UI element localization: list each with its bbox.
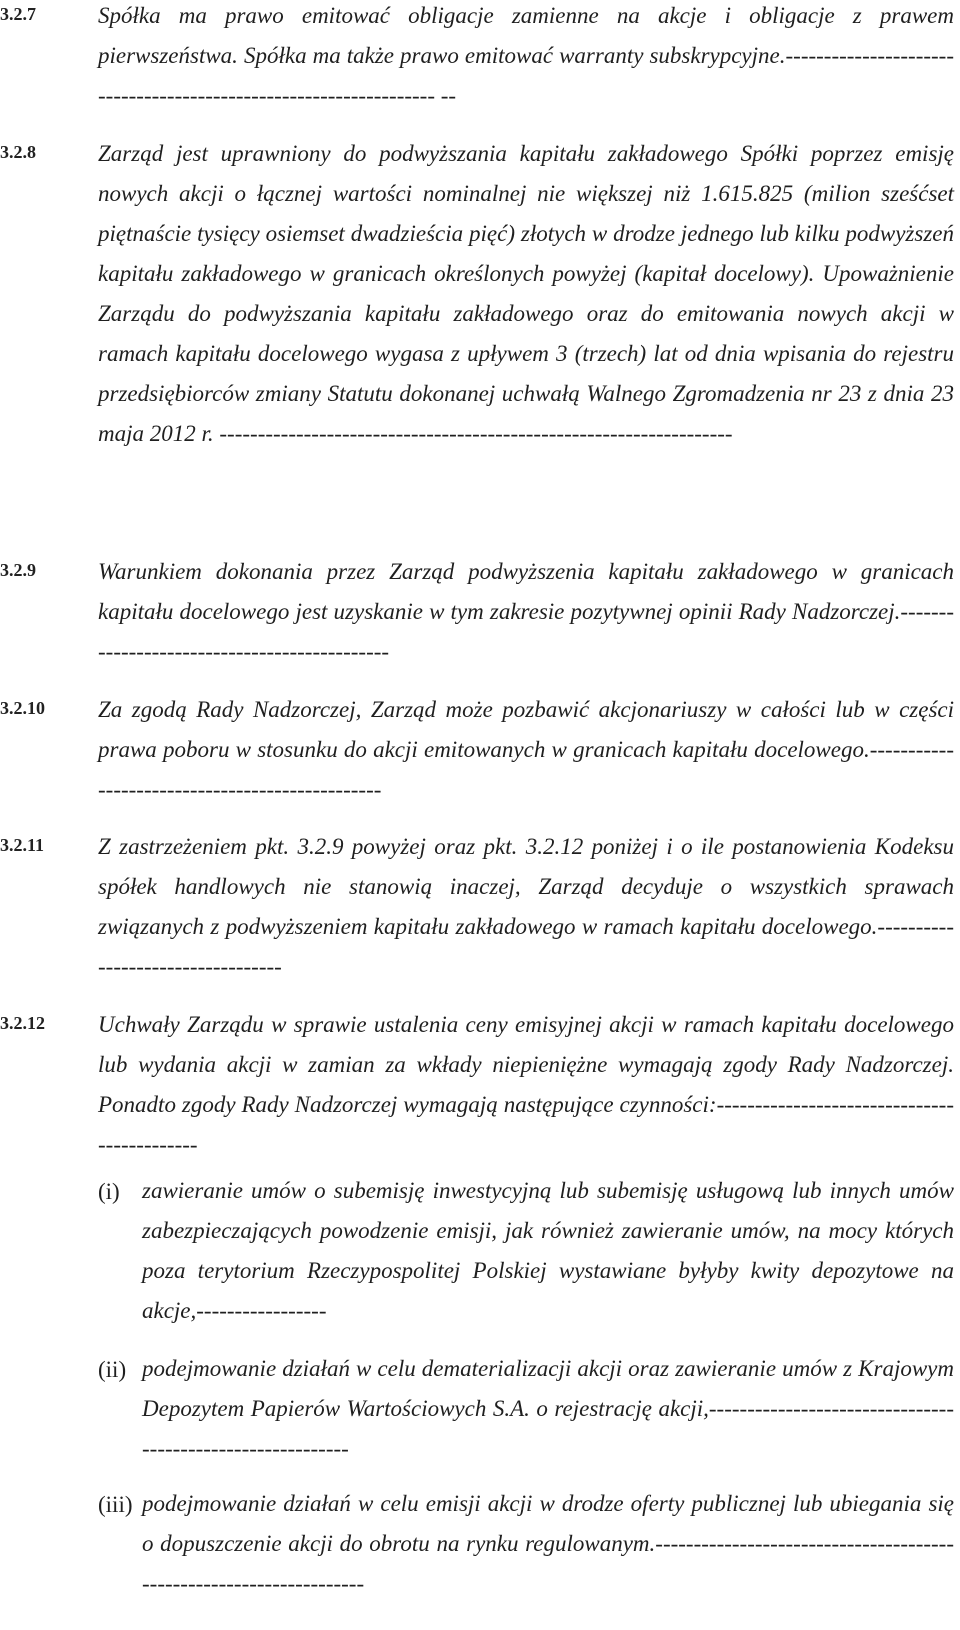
section-text: Zarząd jest uprawniony do podwyższania kapitału zakładowego Spółki poprzez emisję nowych akcji o łącznej wartości nominalnej nie większej niż 1.615.825 (milion sześćset piętnaście tysięcy osiemset dwadzieścia pięć) złotych w drodze jednego lub kilku podwyższeń kapitału zakładowego w granicach określonych powyżej (kapitał docelowy). Upoważnienie Zarządu do podwyższania kapitału zakładowego oraz do emitowania nowych akcji w ramach kapitału docelowego wygasa z upływem 3 (trzech) lat od dnia wpisania do rejestru przedsiębiorców zmiany Statutu dokonanej uchwałą Walnego Zgromadzenia nr 23 z dnia 23 maja 2012 r. ------------------------------------------------------------------- <box>98 141 954 446</box>
section-number: 3.2.10 <box>0 698 45 718</box>
section-number: 3.2.11 <box>0 835 45 855</box>
section-number: 3.2.9 <box>0 560 36 580</box>
subitem-text: podejmowanie działań w celu dematerializacji akcji oraz zawieranie umów z Krajowym Depozytem Papierów Wartościowych S.A. o rejestrację akcji,----------------------------------------------------------- <box>142 1356 954 1461</box>
subitem-label: (ii) <box>98 1357 127 1382</box>
section-text: Warunkiem dokonania przez Zarząd podwyższenia kapitału zakładowego w granicach kapitału docelowego jest uzyskanie w tym zakresie pozytywnej opinii Rady Nadzorczej.--------------------------------------------- <box>98 559 954 664</box>
section-text: Za zgodą Rady Nadzorczej, Zarząd może pozbawić akcjonariuszy w całości lub w części prawa poboru w stosunku do akcji emitowanych w granicach kapitału docelowego.------------------------------------------------ <box>98 697 954 802</box>
subitem-text: zawieranie umów o subemisję inwestycyjną lub subemisję usługową lub innych umów zabezpieczających powodzenie emisji, jak również zawieranie umów, na mocy których poza terytorium Rzeczypospolitej Polskiej wystawiane byłyby kwity depozytowe na akcje,----------------- <box>142 1178 954 1323</box>
section-number: 3.2.7 <box>0 4 36 24</box>
section-number: 3.2.8 <box>0 142 36 162</box>
section-number: 3.2.12 <box>0 1013 45 1033</box>
section-text: Z zastrzeżeniem pkt. 3.2.9 powyżej oraz pkt. 3.2.12 poniżej i o ile postanowienia Kodeksu spółek handlowych nie stanowią inaczej, Zarząd decyduje o wszystkich sprawach związanych z podwyższeniem kapitału zakładowego w ramach kapitału docelowego.---------------------------------- <box>98 834 954 979</box>
section-text: Uchwały Zarządu w sprawie ustalenia ceny emisyjnej akcji w ramach kapitału docelowego lub wydania akcji w zamian za wkłady niepieniężne wymagają zgody Rady Nadzorczej. Ponadto zgody Rady Nadzorczej wymagają następujące czynności:-------------------------------------------- <box>98 1012 954 1157</box>
subitem-label: (i) <box>98 1179 120 1204</box>
subitem-label: (iii) <box>98 1492 133 1517</box>
subitem-text: podejmowanie działań w celu emisji akcji w drodze oferty publicznej lub ubiegania się o dopuszczenie akcji do obrotu na rynku regulowanym.-------------------------------------------------------------------- <box>142 1491 954 1596</box>
section-text: Spółka ma prawo emitować obligacje zamienne na akcje i obligacje z prawem pierwszeństwa. Spółka ma także prawo emitować warranty subskrypcyjne.------------------------------------------------------------------ -- <box>98 3 954 108</box>
